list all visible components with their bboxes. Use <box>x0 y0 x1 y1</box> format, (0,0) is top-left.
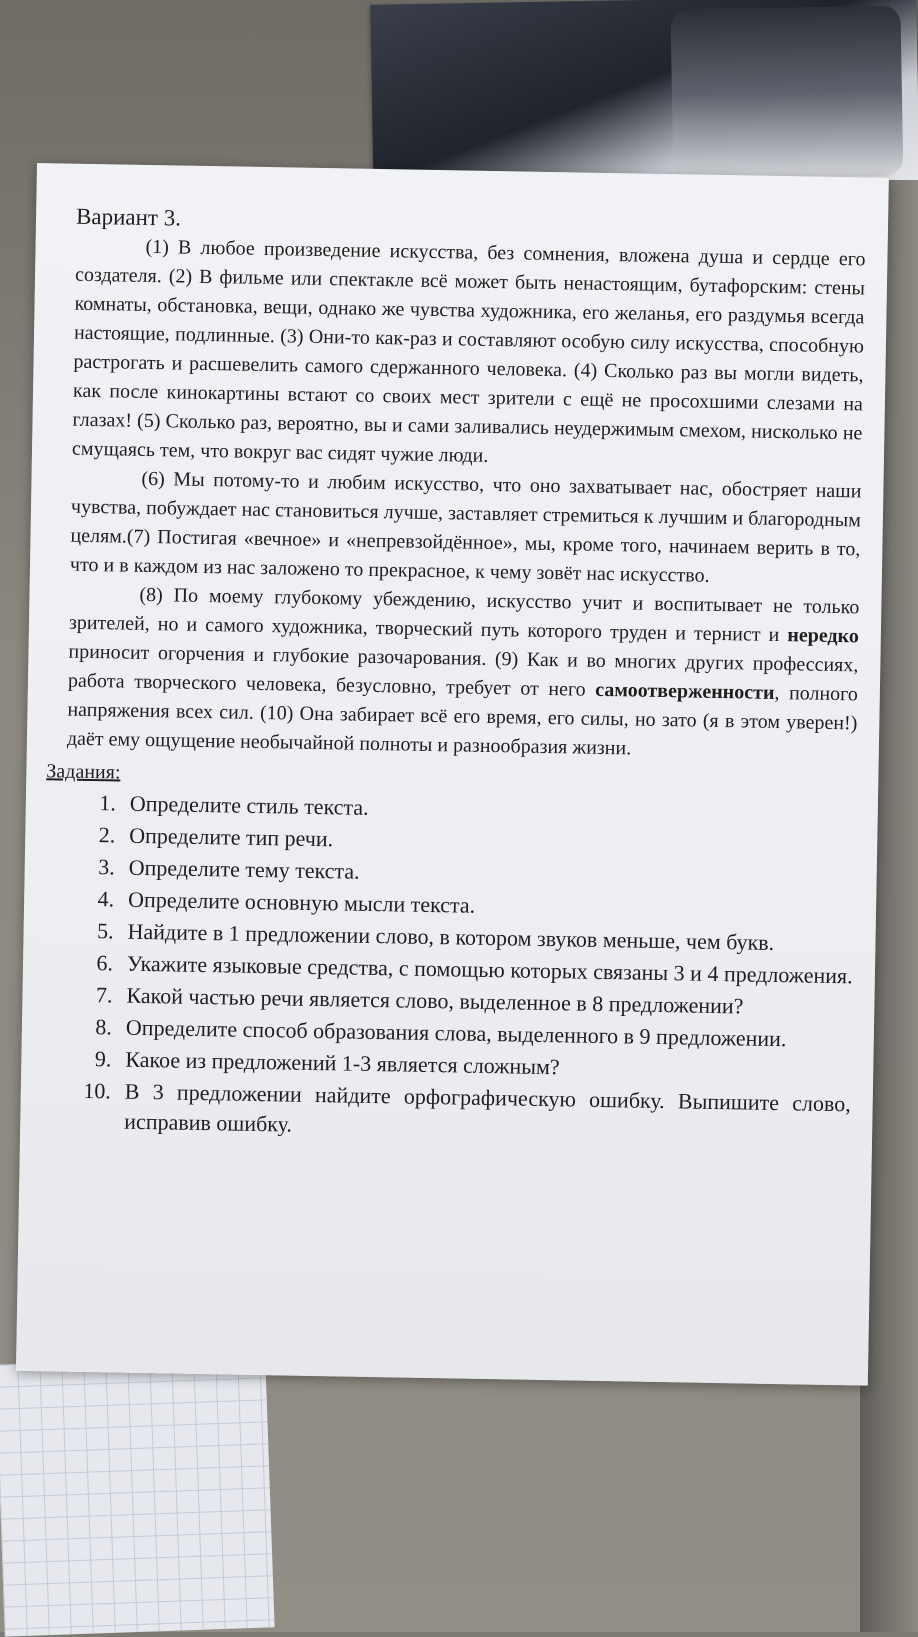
photo-object <box>670 6 903 180</box>
task-text: Определите тип речи. <box>129 822 334 852</box>
task-text: Какое из предложений 1-3 является сложным? <box>125 1046 560 1080</box>
text-paragraph-3 <box>67 580 860 768</box>
task-text: Укажите языковые средства, с помощью которых связаны 3 и 4 предложения. <box>126 950 853 989</box>
task-number: 2. <box>98 822 116 848</box>
highlighted-word-samootverzhennosti: самоотверженности <box>595 678 775 704</box>
task-text: Определите основную мысли текста. <box>127 886 476 918</box>
worksheet-paper <box>16 163 889 1386</box>
variant-title: Вариант 3. <box>75 203 182 231</box>
task-number: 7. <box>95 982 113 1008</box>
task-number: 8. <box>95 1014 113 1040</box>
task-text: Определите тему текста. <box>128 854 360 884</box>
paragraph-3-part-a: (8) По моему глубокому убеждению, искусство учит и воспитывает не только зрителей, но и самого художника, творческий путь которого труден и тернист и <box>68 583 860 647</box>
task-number: 3. <box>98 854 115 880</box>
task-item <box>60 1076 851 1150</box>
worksheet-content <box>46 203 866 1152</box>
paragraph-3-part-b: приносит огорчения и глубокие разочарования. (9) Как и во многих других профессиях, работа творческого человека, безусловно, требует от него <box>67 640 859 701</box>
task-number: 5. <box>96 918 114 944</box>
tasks-heading: Задания: <box>46 760 121 784</box>
task-text: Определите стиль текста. <box>129 790 369 820</box>
task-text: Какой частью речи является слово, выделенное в 8 предложении? <box>126 982 744 1019</box>
task-number: 10. <box>83 1077 112 1104</box>
task-text: Определите способ образования слова, выделенного в 9 предложении. <box>125 1014 787 1052</box>
text-paragraph-2: (6) Мы потому-то и любим искусство, что оно захватывает нас, обостряет наши чувства, побуждает нас становиться лучше, заставляет стремиться к лучшим и благородным целям.(7) Постигая «вечное» и «непревзойдённое», мы, кроме того, начинаем верить в то, что и в каждом из нас заложено то прекрасное, к чему зовёт нас искусство. <box>69 467 862 587</box>
task-text: В 3 предложении найдите орфографическую ошибку. Выпишите слово, исправив ошибку. <box>124 1078 851 1137</box>
task-number: 1. <box>99 790 117 816</box>
task-number: 9. <box>94 1046 112 1072</box>
graph-paper-sheet <box>0 1355 275 1636</box>
highlighted-word-neredko: нередко <box>787 624 860 648</box>
text-paragraph-1: (1) В любое произведение искусства, без сомнения, вложена душа и сердце его создателя. (2) В фильме или спектакле всё может быть ненастоящим, бутафорским: стены комнаты, обстановка, вещи, однако же чувства художника, его желанья, его раздумья всегда настоящие, подлинные. (3) Они-то как-раз и составляют особую силу искусства, способную растрогать и расшевелить самого сдержанного человека. (4) Сколько раз вы могли видеть, как после кинокартины встают со своих мест зрители с ещё не просохшими слезами на глазах! (5) Сколько раз, вероятно, вы и сами заливались неудержимым смехом, нисколько не смущаясь тем, что вокруг вас сидят чужие люди. <box>71 235 866 467</box>
task-text: Найдите в 1 предложении слово, в котором звуков меньше, чем букв. <box>127 918 775 955</box>
tasks-list <box>60 788 856 1150</box>
paragraph-3-part-c: , полного напряжения всех сил. (10) Она забирает всё его время, его силы, но зато (я в этом уверен!) даёт ему ощущение необычайной полноты и разнообразия жизни. <box>66 681 859 760</box>
task-number: 4. <box>97 886 115 912</box>
task-number: 6. <box>96 950 114 976</box>
